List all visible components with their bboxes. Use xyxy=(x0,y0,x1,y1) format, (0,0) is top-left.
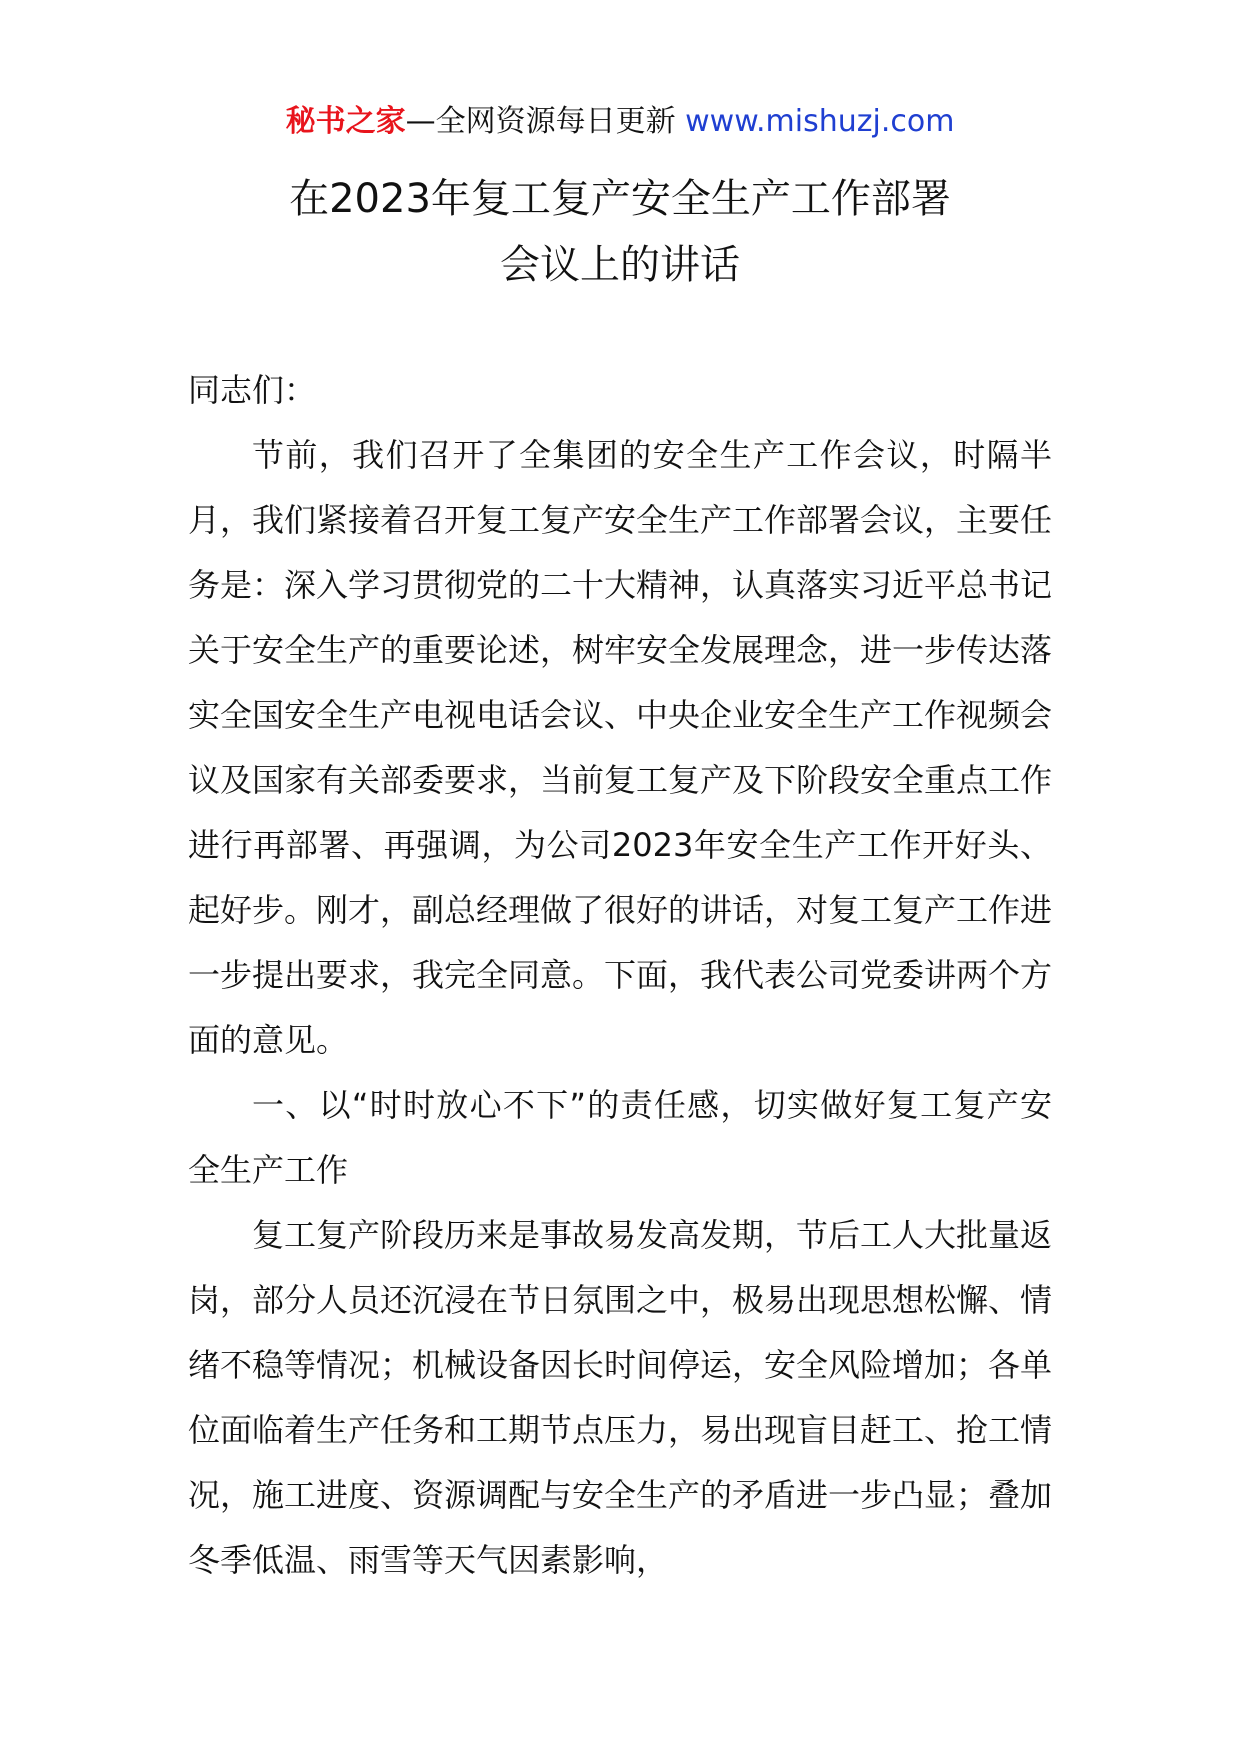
document-title xyxy=(0,166,1240,298)
document-body xyxy=(188,358,1052,1593)
title-line-2: 会议上的讲话 xyxy=(500,242,740,288)
body-paragraph-1: 节前，我们召开了全集团的安全生产工作会议，时隔半月，我们紧接着召开复工复产安全生产工作部署会议，主要任务是：深入学习贯彻党的二十大精神，认真落实习近平总书记关于安全生产的重要论述，树牢安全发展理念，进一步传达落实全国安全生产电视电话会议、中央企业安全生产工作视频会议及国家有关部委要求，当前复工复产及下阶段安全重点工作进行再部署、再强调，为公司2023年安全生产工作开好头、起好步。刚才，副总经理做了很好的讲话，对复工复产工作进一步提出要求，我完全同意。下面，我代表公司党委讲两个方面的意见。 xyxy=(188,436,1053,1059)
title-line-1: 在2023年复工复产安全生产工作部署 xyxy=(289,176,951,222)
body-paragraph-2: 复工复产阶段历来是事故易发高发期，节后工人大批量返岗，部分人员还沉浸在节日氛围之中，极易出现思想松懈、情绪不稳等情况；机械设备因长时间停运，安全风险增加；各单位面临着生产任务和工期节点压力，易出现盲目赶工、抢工情况，施工进度、资源调配与安全生产的矛盾进一步凸显；叠加冬季低温、雨雪等天气因素影响， xyxy=(188,1216,1053,1579)
watermark-banner xyxy=(0,100,1240,144)
banner-brand: 秘书之家 xyxy=(285,104,406,139)
section-heading-1: 一、以“时时放心不下”的责任感，切实做好复工复产安全生产工作 xyxy=(188,1086,1052,1189)
salutation: 同志们： xyxy=(188,371,317,409)
banner-url-link[interactable]: www.mishuzj.com xyxy=(685,104,955,139)
banner-slogan: —全网资源每日更新 xyxy=(405,104,676,139)
